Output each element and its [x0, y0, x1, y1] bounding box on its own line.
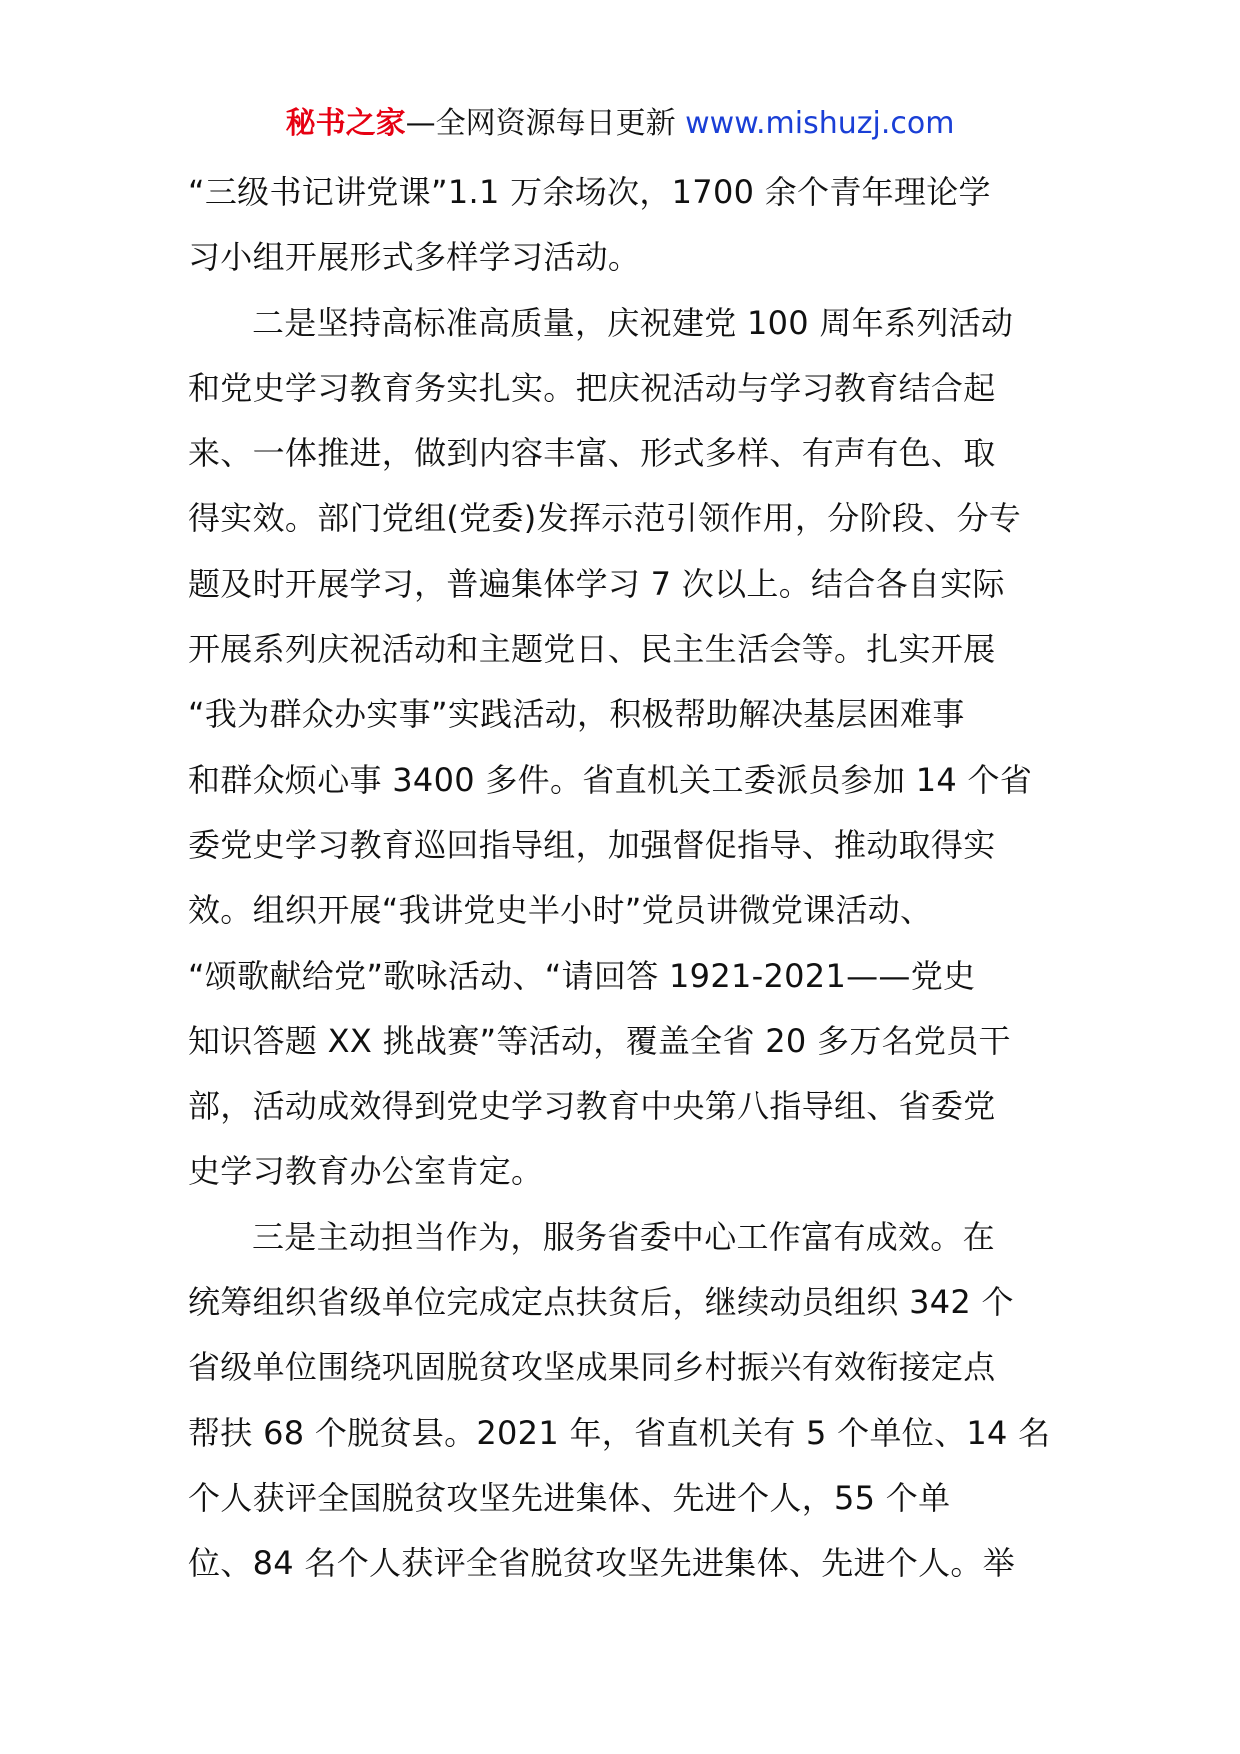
text-line: 效。组织开展“我讲党史半小时”党员讲微党课活动、 — [188, 891, 933, 930]
header-tagline: —全网资源每日更新 — [405, 106, 676, 141]
text-line: 统筹组织省级单位完成定点扶贫后，继续动员组织 342 个 — [188, 1283, 1014, 1322]
text-line: “颂歌献给党”歌咏活动、“请回答 1921-2021——党史 — [188, 956, 976, 995]
text-line: 习小组开展形式多样学习活动。 — [188, 238, 641, 277]
text-line: 和群众烦心事 3400 多件。省直机关工委派员参加 14 个省 — [188, 760, 1033, 799]
text-line: 个人获评全国脱贫攻坚先进集体、先进个人，55 个单 — [188, 1478, 951, 1517]
text-line: “我为群众办实事”实践活动，积极帮助解决基层困难事 — [188, 695, 965, 734]
text-line: 题及时开展学习，普遍集体学习 7 次以上。结合各自实际 — [188, 564, 1005, 603]
site-header — [0, 104, 1240, 144]
paragraph-first-line: 二是坚持高标准高质量，庆祝建党 100 周年系列活动 — [252, 303, 1014, 342]
text-line: 帮扶 68 个脱贫县。2021 年，省直机关有 5 个单位、14 名 — [188, 1413, 1051, 1452]
text-line: 知识答题 XX 挑战赛”等活动，覆盖全省 20 多万名党员干 — [188, 1021, 1011, 1060]
text-line: 和党史学习教育务实扎实。把庆祝活动与学习教育结合起 — [188, 368, 996, 407]
text-line: 来、一体推进，做到内容丰富、形式多样、有声有色、取 — [188, 434, 996, 473]
text-line: 得实效。部门党组(党委)发挥示范引领作用，分阶段、分专 — [188, 499, 1022, 538]
paragraph-first-line: 三是主动担当作为，服务省委中心工作富有成效。在 — [252, 1217, 995, 1256]
text-line: “三级书记讲党课”1.1 万余场次，1700 余个青年理论学 — [188, 173, 991, 211]
text-line: 位、84 名个人获评全省脱贫攻坚先进集体、先进个人。举 — [188, 1544, 1015, 1583]
site-url-link[interactable]: www.mishuzj.com — [685, 106, 955, 141]
text-line: 部，活动成效得到党史学习教育中央第八指导组、省委党 — [188, 1087, 996, 1126]
document-body — [188, 160, 1058, 1597]
brand-name: 秘书之家 — [285, 106, 406, 141]
text-line: 省级单位围绕巩固脱贫攻坚成果同乡村振兴有效衔接定点 — [188, 1348, 996, 1387]
text-line: 委党史学习教育巡回指导组，加强督促指导、推动取得实 — [188, 825, 996, 864]
text-line: 开展系列庆祝活动和主题党日、民主生活会等。扎实开展 — [188, 630, 996, 669]
text-line: 史学习教育办公室肯定。 — [188, 1152, 544, 1191]
